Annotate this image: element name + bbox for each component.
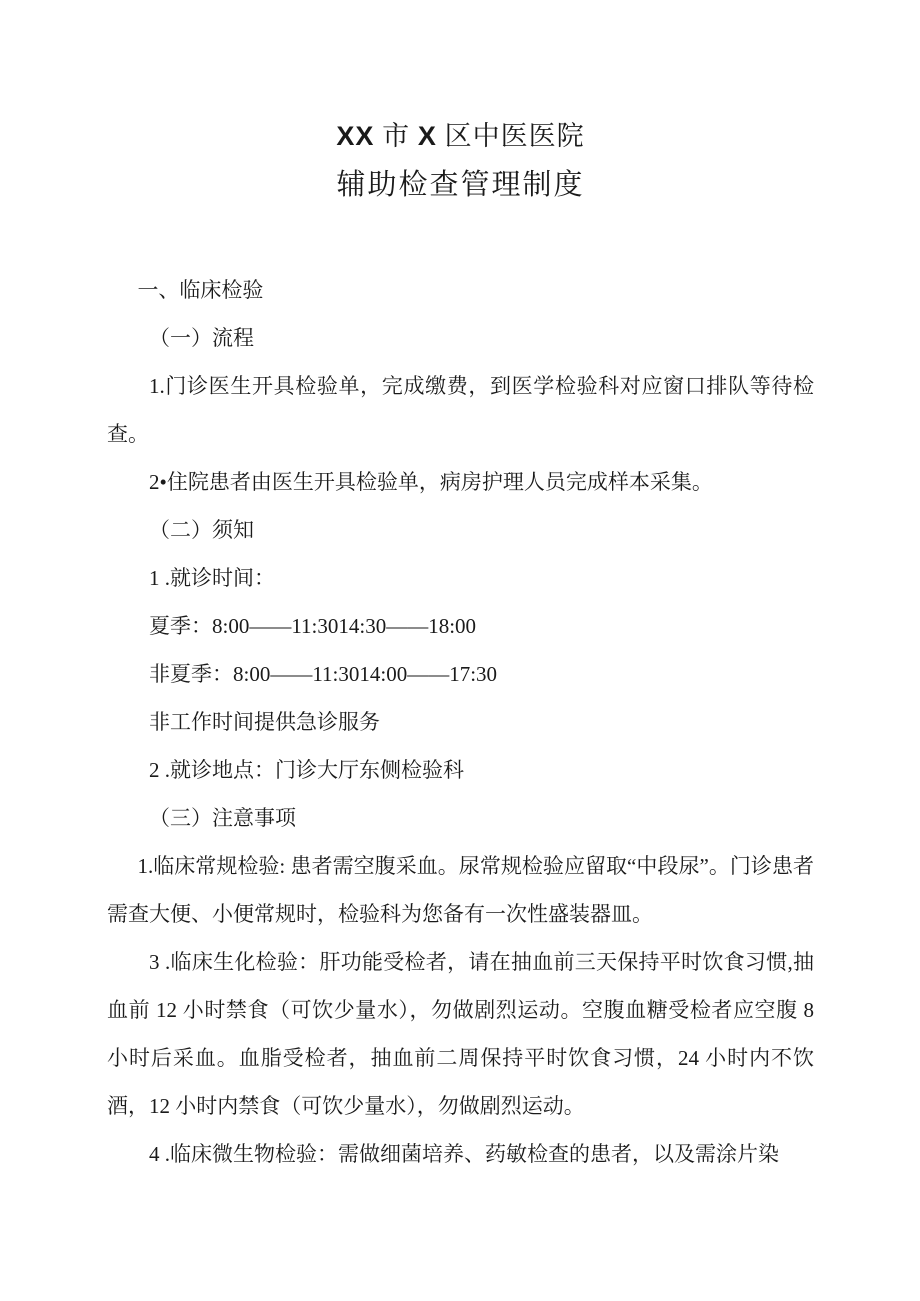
doc-body — [107, 266, 814, 1178]
heading-precautions: （三）注意事项 — [149, 806, 296, 830]
para-microbio-test: 4 .临床微生物检验：需做细菌培养、药敏检查的患者，以及需涂片染 — [149, 1142, 779, 1166]
heading-notice: （二）须知 — [149, 518, 254, 542]
para-routine-test: 1.临床常规检验: 患者需空腹采血。尿常规检验应留取“中段尿”。门诊患者需查大便、小便常规时，检验科为您备有一次性盛装器皿。 — [107, 854, 814, 926]
doc-title-org-tail: 区中医医院 — [436, 121, 585, 151]
doc-title — [107, 112, 814, 160]
para-summer-hours: 夏季：8:00——11:3014:30——18:00 — [149, 614, 477, 638]
para-visit-location: 2 .就诊地点：门诊大厅东侧检验科 — [149, 758, 464, 782]
doc-title-org-x: X — [417, 121, 437, 151]
para-after-hours-service: 非工作时间提供急诊服务 — [149, 710, 380, 734]
para-biochem-test: 3 .临床生化检验：肝功能受检者，请在抽血前三天保持平时饮食习惯,抽血前 12 小时禁食（可饮少量水），勿做剧烈运动。空腹血糖受检者应空腹 8 小时后采血。血脂受检者，抽血前二周保持平时饮食习惯，24 小时内不饮酒，12 小时内禁食（可饮少量水），勿做剧烈运动。 — [107, 950, 814, 1118]
doc-title-org-mid: 市 — [374, 121, 418, 151]
para-outpatient-flow: 1.门诊医生开具检验单，完成缴费，到医学检验科对应窗口排队等待检查。 — [107, 374, 814, 446]
heading-process: （一）流程 — [149, 326, 254, 350]
para-visit-time-label: 1 .就诊时间： — [149, 566, 275, 590]
para-inpatient-flow: 2•住院患者由医生开具检验单，病房护理人员完成样本采集。 — [149, 470, 713, 494]
doc-subtitle: 辅助检查管理制度 — [336, 169, 585, 201]
doc-title-org-xx: XX — [336, 121, 375, 151]
para-non-summer-hours: 非夏季：8:00——11:3014:00——17:30 — [149, 662, 498, 686]
heading-clinical-lab: 一、临床检验 — [137, 278, 264, 302]
